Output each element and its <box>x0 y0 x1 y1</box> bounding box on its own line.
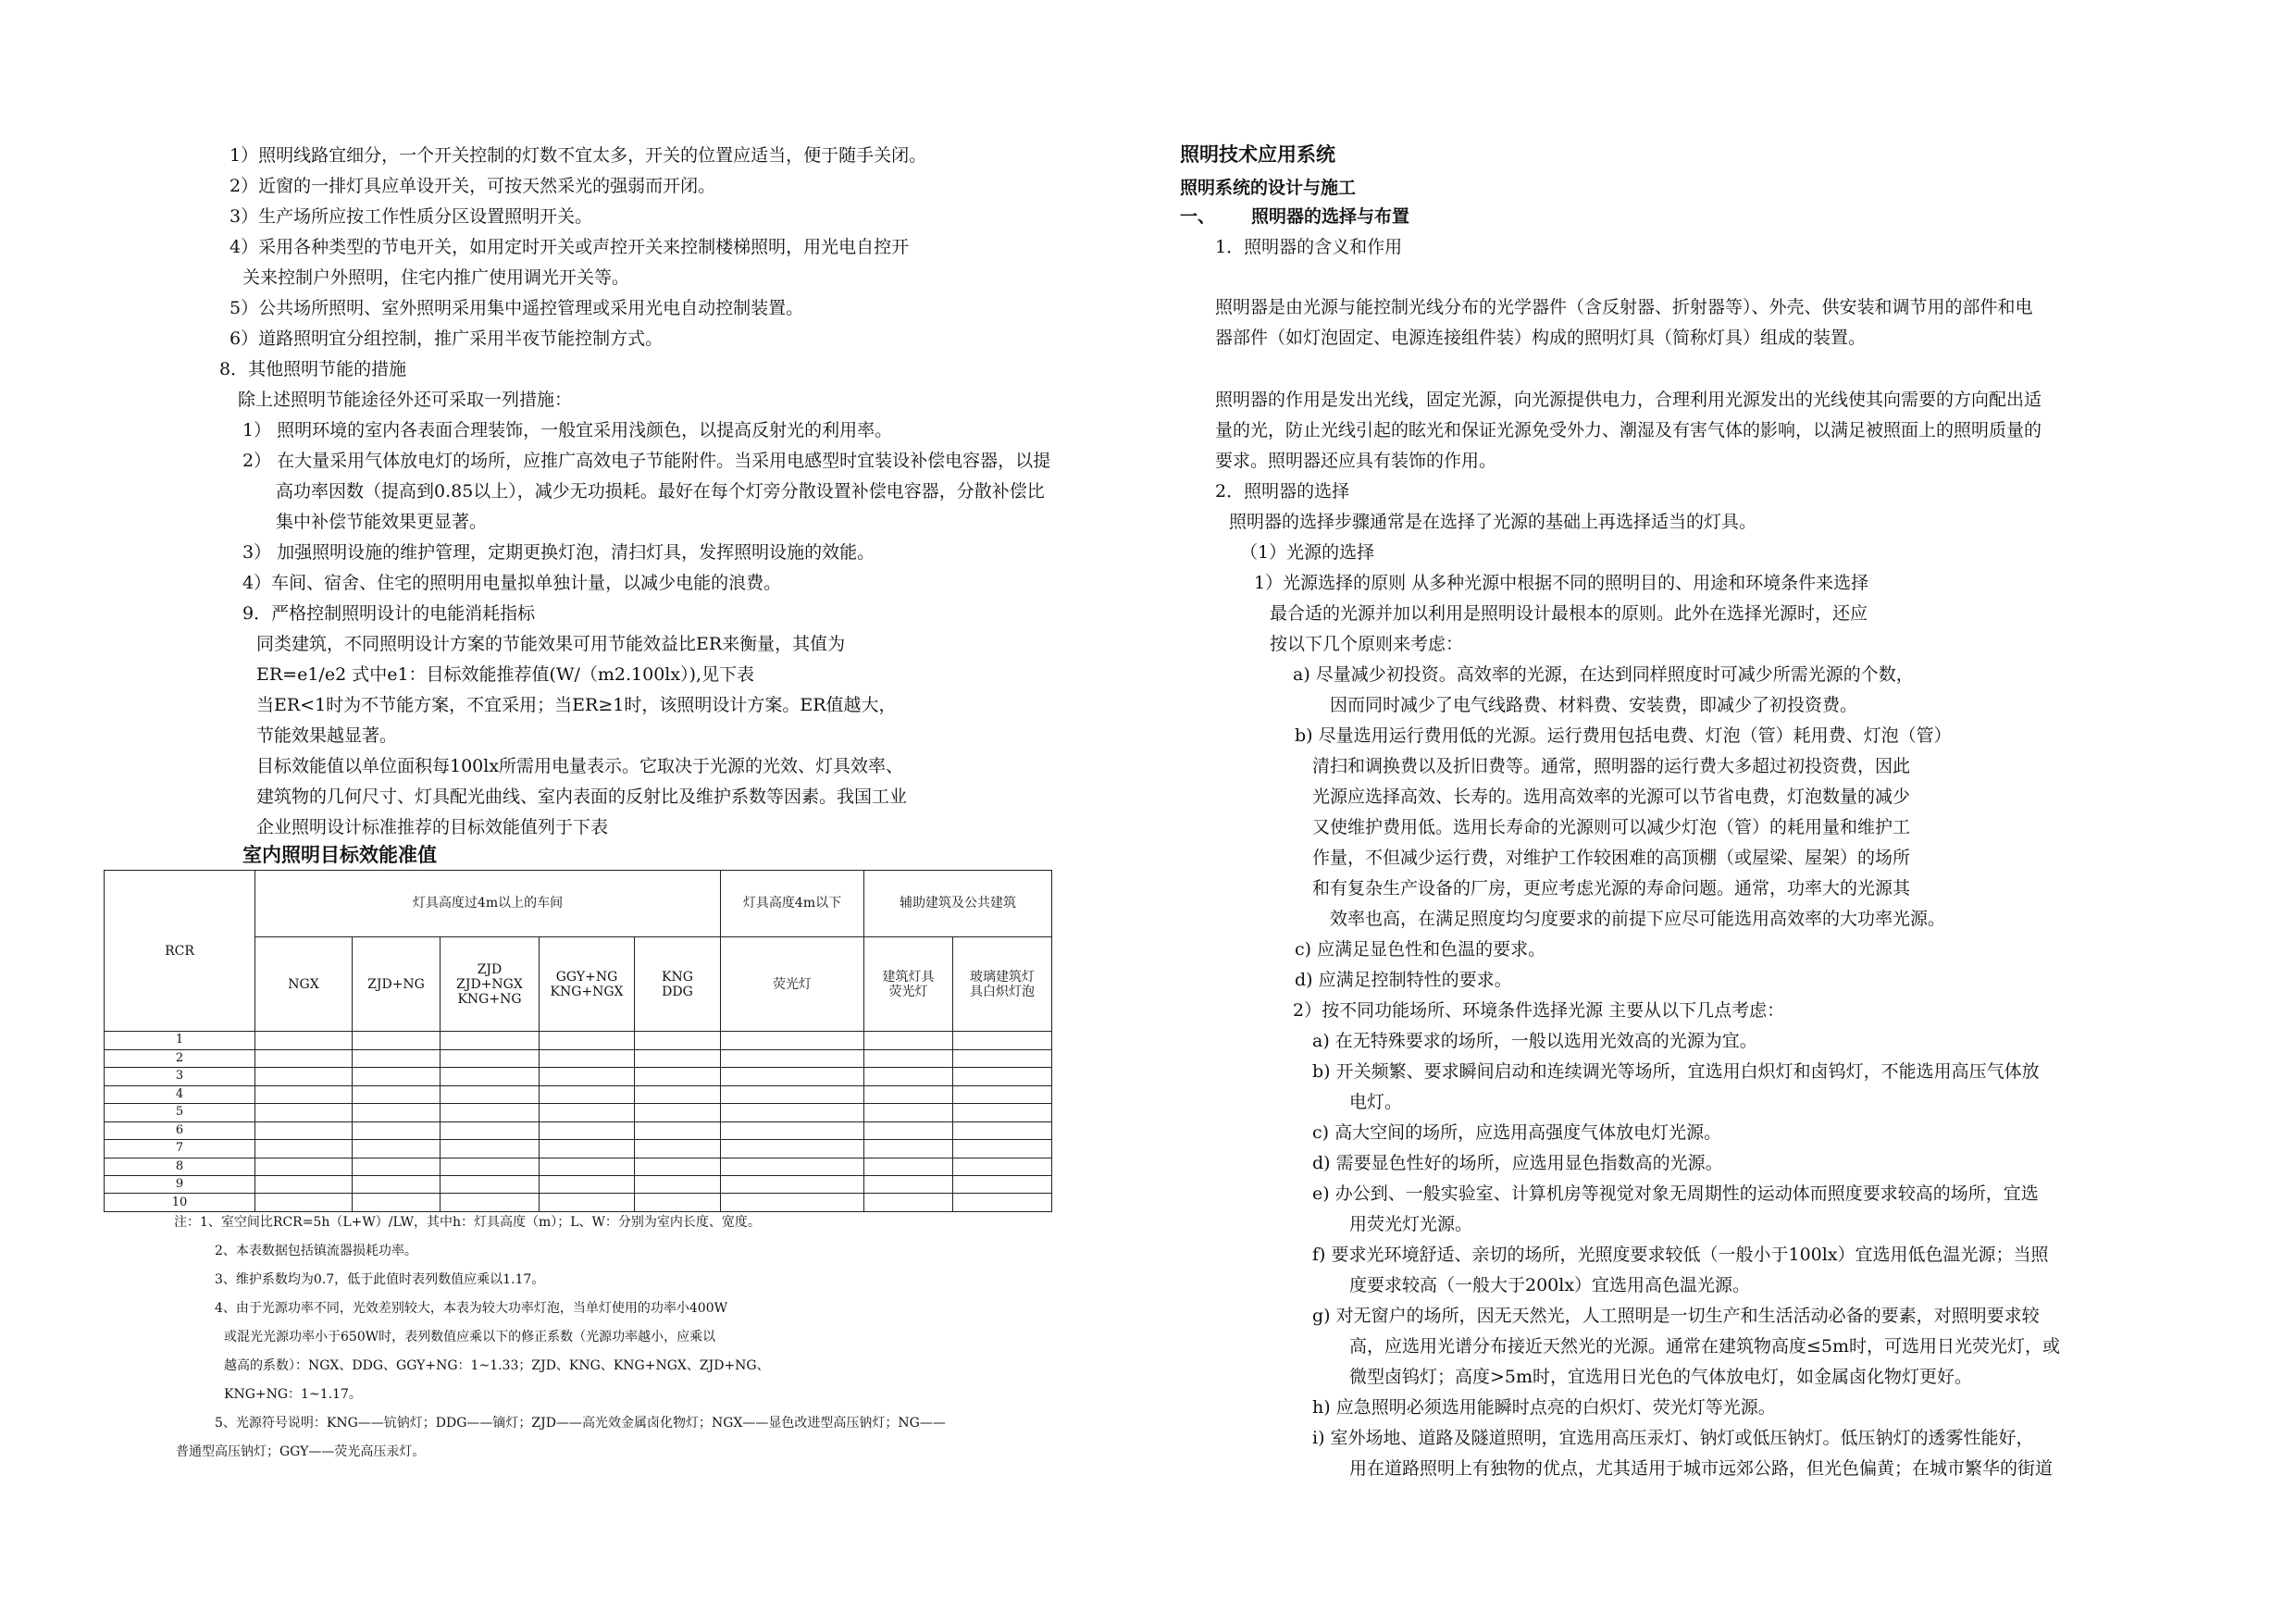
text-line: 又使维护费用低。选用长寿命的光源则可以减少灯泡（管）的耗用量和维护工 <box>1312 817 1911 837</box>
rcr-cell: 10 <box>105 1194 255 1212</box>
text-line: 电灯。 <box>1349 1092 1403 1112</box>
rcr-cell: 8 <box>105 1158 255 1175</box>
col-fluorescent: 荧光灯 <box>721 936 864 1032</box>
group-header-low: 灯具高度4m以下 <box>721 871 864 937</box>
rcr-cell: 3 <box>105 1068 255 1085</box>
text-line: 因而同时减少了电气线路费、材料费、安装费，即减少了初投资费。 <box>1330 695 1858 715</box>
page-title: 照明技术应用系统 <box>1180 142 1335 166</box>
text-line: 关来控制户外照明，住宅内推广使用调光开关等。 <box>242 267 630 288</box>
text-line: 3）生产场所应按工作性质分区设置照明开关。 <box>230 206 593 227</box>
text-line: 清扫和调换费以及折旧费等。通常，照明器的运行费大多超过初投资费，因此 <box>1312 756 1911 776</box>
text-line: 按以下几个原则来考虑： <box>1270 634 1464 654</box>
col-zjd-ng: ZJD+NG <box>353 936 441 1032</box>
text-line: d) 需要显色性好的场所，应选用显色指数高的光源。 <box>1312 1153 1723 1173</box>
text-line: c) 应满足显色性和色温的要求。 <box>1295 939 1546 960</box>
text-line: 2） 在大量采用气体放电灯的场所，应推广高效电子节能附件。当采用电感型时宜装设补偿电容器，以提 <box>242 451 1051 471</box>
table-note: 普通型高压钠灯；GGY——荧光高压汞灯。 <box>176 1444 426 1459</box>
text-line: 4）采用各种类型的节电开关，如用定时开关或声控开关来控制楼梯照明，用光电自控开 <box>230 237 910 257</box>
table-note: 越高的系数）：NGX、DDG、GGY+NG：1~1.33；ZJD、KNG、KNG+NGX、ZJD+NG、 <box>224 1358 770 1373</box>
col-ngx: NGX <box>255 936 353 1032</box>
table-note: KNG+NG：1~1.17。 <box>224 1387 362 1402</box>
text-line: 光源应选择高效、长寿的。选用高效率的光源可以节省电费，灯泡数量的减少 <box>1312 787 1911 807</box>
text-line: 9．严格控制照明设计的电能消耗指标 <box>242 603 536 624</box>
text-line: 微型卤钨灯；高度>5m时，宜选用日光色的气体放电灯，如金属卤化物灯更好。 <box>1349 1367 1973 1387</box>
text-line: 和有复杂生产设备的厂房，更应考虑光源的寿命问题。通常，功率大的光源其 <box>1312 878 1911 898</box>
text-line: 当ER<1时为不节能方案，不宜采用；当ER≥1时，该照明设计方案。ER值越大， <box>256 695 897 715</box>
col-ggy-line: GGY+NG <box>555 969 618 985</box>
text-line: 用在道路照明上有独物的优点，尤其适用于城市远郊公路，但光色偏黄；在城市繁华的街道 <box>1349 1458 2054 1479</box>
text-line: 2．照明器的选择 <box>1215 481 1350 502</box>
text-line: 作量，不但减少运行费，对维护工作较困难的高顶棚（或屋梁、屋架）的场所 <box>1312 848 1911 868</box>
text-line: 6）道路照明宜分组控制，推广采用半夜节能控制方式。 <box>230 328 664 349</box>
rcr-cell: 6 <box>105 1121 255 1139</box>
text-line: g) 对无窗户的场所，因无天然光，人工照明是一切生产和生活活动必备的要素，对照明要求较 <box>1312 1306 2040 1326</box>
text-line: 照明器的作用是发出光线，固定光源，向光源提供电力，合理利用光源发出的光线使其向需要的方向配出适 <box>1215 390 2042 410</box>
text-line: 5）公共场所照明、室外照明采用集中遥控管理或采用光电自动控制装置。 <box>230 298 804 318</box>
col-zjd-line: ZJD <box>477 961 503 977</box>
text-line: 照明器的选择步骤通常是在选择了光源的基础上再选择适当的灯具。 <box>1229 512 1757 532</box>
col-kng-line: DDG <box>662 984 693 999</box>
text-line: 2）按不同功能场所、环境条件选择光源 主要从以下几点考虑： <box>1293 1000 1785 1021</box>
text-line: ER=e1/e2 式中e1：目标效能推荐值(W/（m2.100lx）),见下表 <box>256 664 755 685</box>
text-line: 照明器是由光源与能控制光线分布的光学器件（含反射器、折射器等）、外壳、供安装和调节用的部件和电 <box>1215 297 2033 317</box>
text-line: c) 高大空间的场所，应选用高强度气体放电灯光源。 <box>1312 1122 1722 1143</box>
text-line: 器部件（如灯泡固定、电源连接组件装）构成的照明灯具（简称灯具）组成的装置。 <box>1215 328 1867 348</box>
col-kng-line: KNG <box>662 969 693 985</box>
table-note: 注：1、室空间比RCR=5h（L+W）/LW，其中h：灯具高度（m）；L、W：分别为室内长度、宽度。 <box>174 1215 761 1230</box>
text-line: 2）近窗的一排灯具应单设开关，可按天然采光的强弱而开闭。 <box>230 176 716 196</box>
section-number: 一、 <box>1180 206 1216 227</box>
text-line: 高功率因数（提高到0.85以上），减少无功损耗。最好在每个灯旁分散设置补偿电容器，分散补偿比 <box>276 481 1045 502</box>
text-line: h) 应急照明必须选用能瞬时点亮的白炽灯、荧光灯等光源。 <box>1312 1397 1776 1418</box>
col-building-line: 建筑灯具 <box>882 969 935 985</box>
col-zjd-line: ZJD+NGX <box>456 976 523 992</box>
table-note: 5、光源符号说明：KNG——钪钠灯；DDG——镝灯；ZJD——高光效金属卤化物灯；NGX——显色改进型高压钠灯；NG—— <box>215 1416 946 1431</box>
table-note: 3、维护系数均为0.7，低于此值时表列数值应乘以1.17。 <box>215 1272 545 1287</box>
table-note: 4、由于光源功率不同，光效差别较大，本表为较大功率灯泡，当单灯使用的功率小400W <box>215 1301 728 1316</box>
text-line: 量的光，防止光线引起的眩光和保证光源免受外力、潮湿及有害气体的影响，以满足被照面上的照明质量的 <box>1215 420 2042 440</box>
text-line: b) 开关频繁、要求瞬间启动和连续调光等场所，宜选用白炽灯和卤钨灯，不能选用高压气体放 <box>1312 1061 2040 1082</box>
page-subtitle: 照明系统的设计与施工 <box>1180 178 1357 198</box>
text-line: 4）车间、宿舍、住宅的照明用电量拟单独计量，以减少电能的浪费。 <box>242 573 782 593</box>
text-line: 效率也高，在满足照度均匀度要求的前提下应尽可能选用高效率的大功率光源。 <box>1330 909 1946 929</box>
table-note: 或混光光源功率小于650W时，表列数值应乘以下的修正系数（光源功率越小，应乘以 <box>224 1330 716 1344</box>
text-line: 建筑物的几何尺寸、灯具配光曲线、室内表面的反射比及维护系数等因素。我国工业 <box>256 787 908 807</box>
text-line: i) 室外场地、道路及隧道照明，宜选用高压汞灯、钠灯或低压钠灯。低压钠灯的透雾性能好， <box>1312 1428 2034 1448</box>
text-line: （1）光源的选择 <box>1240 542 1375 563</box>
rcr-cell: 2 <box>105 1049 255 1067</box>
text-line: 集中补偿节能效果更显著。 <box>276 512 488 532</box>
rcr-cell: 5 <box>105 1104 255 1121</box>
text-line: 用荧光灯光源。 <box>1349 1214 1473 1234</box>
text-line: 高，应选用光谱分布接近天然光的光源。通常在建筑物高度≤5m时，可选用日光荧光灯，或 <box>1349 1336 2061 1357</box>
text-line: b) 尽量选用运行费用低的光源。运行费用包括电费、灯泡（管）耗用费、灯泡（管） <box>1295 725 1952 746</box>
text-line: 3） 加强照明设施的维护管理，定期更换灯泡，清扫灯具，发挥照明设施的效能。 <box>242 542 875 563</box>
text-line: 要求。照明器还应具有装饰的作用。 <box>1215 451 1497 471</box>
col-glass-line: 玻璃建筑灯 <box>970 969 1035 985</box>
text-line: a) 在无特殊要求的场所，一般以选用光效高的光源为宜。 <box>1312 1031 1757 1051</box>
col-zjd-line: KNG+NG <box>457 991 522 1007</box>
text-line: 度要求较高（一般大于200lx）宜选用高色温光源。 <box>1349 1275 1751 1295</box>
group-header-auxiliary: 辅助建筑及公共建筑 <box>864 871 1052 937</box>
text-line: 目标效能值以单位面积每100lx所需用电量表示。它取决于光源的光效、灯具效率、 <box>256 756 904 776</box>
text-line: d) 应满足控制特性的要求。 <box>1295 970 1512 990</box>
text-line: 1）照明线路宜细分，一个开关控制的灯数不宜太多，开关的位置应适当，便于随手关闭。 <box>230 145 927 166</box>
text-line: e) 办公到、一般实验室、计算机房等视觉对象无周期性的运动体而照度要求较高的场所，宜选 <box>1312 1183 2039 1204</box>
text-line: 1）光源选择的原则 从多种光源中根据不同的照明目的、用途和环境条件来选择 <box>1254 573 1869 593</box>
text-line: f) 要求光环境舒适、亲切的场所，光照度要求较低（一般小于100lx）宜选用低色温光源；当照 <box>1312 1245 2049 1265</box>
text-line: 节能效果越显著。 <box>256 725 398 746</box>
rcr-cell: 1 <box>105 1032 255 1049</box>
text-line: 最合适的光源并加以利用是照明设计最根本的原则。此外在选择光源时，还应 <box>1270 603 1868 624</box>
text-line: 除上述照明节能途径外还可采取一列措施： <box>238 390 573 410</box>
group-header-workshop: 灯具高度过4m以上的车间 <box>255 871 721 937</box>
section-title: 照明器的选择与布置 <box>1251 206 1410 227</box>
table-note: 2、本表数据包括镇流器损耗功率。 <box>215 1244 417 1258</box>
text-line: 企业照明设计标准推荐的目标效能值列于下表 <box>256 817 609 837</box>
col-ggy-line: KNG+NGX <box>550 984 624 999</box>
table-title: 室内照明目标效能准值 <box>242 843 437 866</box>
rcr-cell: 7 <box>105 1140 255 1158</box>
text-line: a) 尽量减少初投资。高效率的光源，在达到同样照度时可减少所需光源的个数， <box>1293 664 1914 685</box>
text-line: 1．照明器的含义和作用 <box>1215 237 1403 257</box>
rcr-cell: 4 <box>105 1085 255 1103</box>
rcr-cell: 9 <box>105 1176 255 1194</box>
col-building-line: 荧光灯 <box>888 984 928 999</box>
text-line: 8．其他照明节能的措施 <box>219 359 407 379</box>
text-line: 同类建筑，不同照明设计方案的节能效果可用节能效益比ER来衡量，其值为 <box>256 634 846 654</box>
rcr-header: RCR <box>105 871 255 1032</box>
col-glass-line: 具白炽灯泡 <box>970 984 1035 999</box>
text-line: 1） 照明环境的室内各表面合理装饰，一般宜采用浅颜色，以提高反射光的利用率。 <box>242 420 893 440</box>
